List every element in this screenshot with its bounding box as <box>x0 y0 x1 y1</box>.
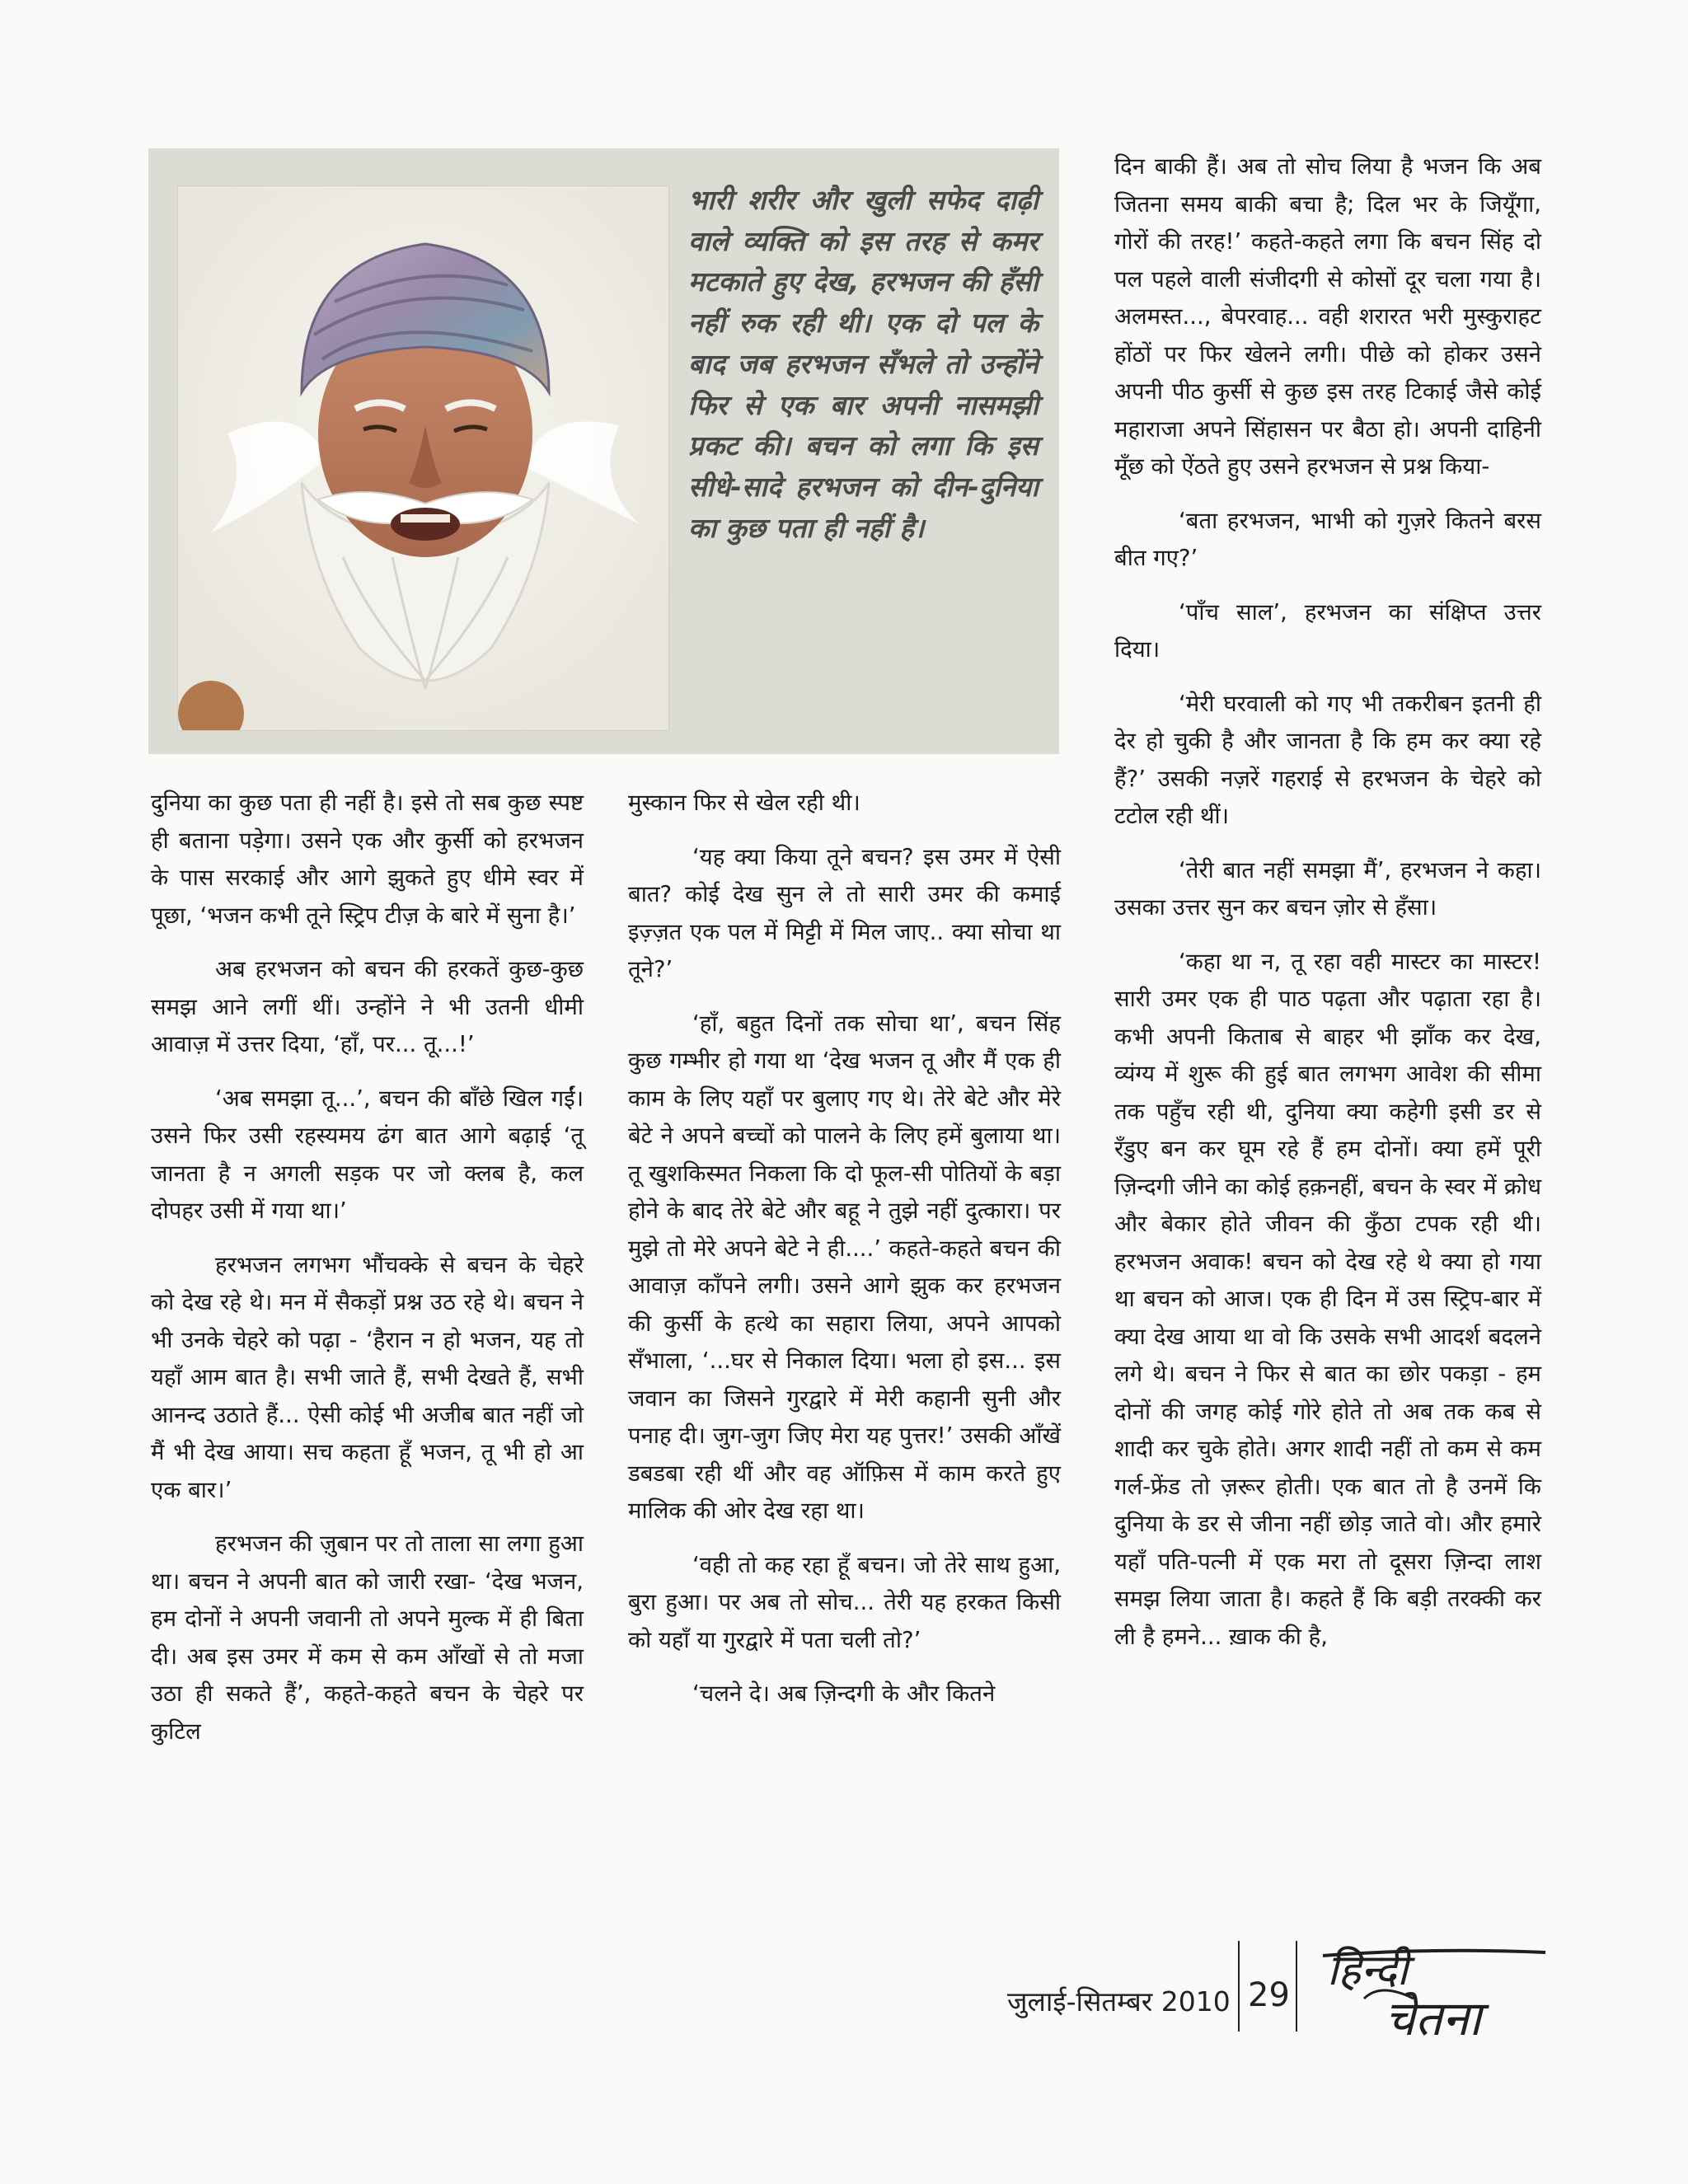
paragraph: ‘वही तो कह रहा हूँ बचन। जो तेरे साथ हुआ, बुरा हुआ। पर अब तो सोच... तेरी यह हरकत किसी को यहाँ या गुरद्वारे में पता चली तो?’ <box>628 1551 1061 1653</box>
paragraph: ‘अब समझा तू...’, बचन की बाँछे खिल गईं। उसने फिर उसी रहस्यमय ढंग बात आगे बढ़ाई ‘तू जानता है न अगली सड़क पर जो क्लब है, कल दोपहर उसी में गया था।’ <box>151 1085 584 1224</box>
text-column-2 <box>628 785 1061 1730</box>
paragraph: मुस्कान फिर से खेल रही थी। <box>628 790 860 816</box>
paragraph: दुनिया का कुछ पता ही नहीं है। इसे तो सब कुछ स्पष्ट ही बताना पड़ेगा। उसने एक और कुर्सी को हरभजन के पास सरकाई और आगे झुकते हुए धीमे स्वर में पूछा, ‘भजन कभी तूने स्ट्रिप टीज़ के बारे में सुना है।’ <box>151 790 584 929</box>
paragraph: ‘मेरी घरवाली को गए भी तकरीबन इतनी ही देर हो चुकी है और जानता है कि हम कर क्या रहे हैं?’ उसकी नज़रें गहराई से हरभजन के चेहरे को टटोल रही थीं। <box>1114 690 1541 829</box>
sikh-elder-portrait-image <box>178 186 668 730</box>
magazine-logo <box>1306 1933 1554 2056</box>
paragraph: दिन बाकी हैं। अब तो सोच लिया है भजन कि अब जितना समय बाकी बचा है; दिल भर के जियूँगा, गोरों की तरह!’ कहते-कहते लगा कि बचन सिंह दो पल पहले वाली संजीदगी से कोसों दूर चला गया है। अलमस्त..., बेपरवाह... वही शरारत भरी मुस्कुराहट होंठों पर फिर खेलने लगी। पीछे को होकर उसने अपनी पीठ कुर्सी से कुछ इस तरह टिकाई जैसे कोई महाराजा अपने सिंहासन पर बैठा हो। अपनी दाहिनी मूँछ को ऐंठते हुए उसने हरभजन से प्रश्न किया- <box>1114 153 1541 480</box>
logo-chetna: चेतना <box>1385 1990 1482 2046</box>
text-column-3 <box>1114 148 1541 1672</box>
paragraph: ‘यह क्या किया तूने बचन? इस उमर में ऐसी बात? कोई देख सुन ले तो सारी उमर की कमाई इज़्ज़त एक पल में मिट्टी में मिल जाए.. क्या सोचा था तूने?’ <box>628 843 1061 982</box>
issue-date: जुलाई-सितम्बर 2010 <box>1007 1985 1231 2018</box>
page-number: 29 <box>1248 1976 1290 2014</box>
text-column-1 <box>151 785 584 1767</box>
paragraph: ‘पाँच साल’, हरभजन का संक्षिप्त उत्तर दिया। <box>1114 598 1541 663</box>
pull-quote-box <box>148 148 1059 754</box>
logo-hindi: हिन्दी <box>1327 1946 1409 1995</box>
paragraph: ‘कहा था न, तू रहा वही मास्टर का मास्टर! सारी उमर एक ही पाठ पढ़ता और पढ़ाता रहा है। कभी अपनी किताब से बाहर भी झाँक कर देख, व्यंग्य में शुरू की हुई बात लगभग आवेश की सीमा तक पहुँच रही थी, दुनिया क्या कहेगी इसी डर से रँडुए बन कर घूम रहे हैं हम दोनों। क्या हमें पूरी ज़िन्दगी जीने का कोई हक़नहीं, बचन के स्वर में क्रोध और बेकार होते जीवन की कुँठा टपक रही थी। हरभजन अवाक! बचन को देख रहे थे क्या हो गया था बचन को आज। एक ही दिन में उस स्ट्रिप-बार में क्या देख आया था वो कि उसके सभी आदर्श बदलने लगे थे। बचन ने फिर से बात का छोर पकड़ा - हम दोनों की जगह कोई गोरे होते तो अब तक कब से शादी कर चुके होते। अगर शादी नहीं तो कम से कम गर्ल-फ्रेंड तो ज़रूर होती। एक बात तो है उनमें कि दुनिया के डर से जीना नहीं छोड़ जाते वो। और हमारे यहाँ पति-पत्नी में एक मरा तो दूसरा ज़िन्दा लाश समझ लिया जाता है। कहते हैं कि बड़ी तरक्की कर ली है हमने... ख़ाक की है, <box>1114 948 1541 1650</box>
footer-divider <box>1238 1941 1240 2032</box>
pull-quote-paragraph: भारी शरीर और खुली सफेद दाढ़ी वाले व्यक्ति को इस तरह से कमर मटकाते हुए देख, हरभजन की हँसी नहीं रुक रही थी। एक दो पल के बाद जब हरभजन सँभले तो उन्होंने फिर से एक बार अपनी नासमझी प्रकट की। बचन को लगा कि इस सीधे-सादे हरभजन को दीन-दुनिया का कुछ पता ही नहीं है। <box>688 184 1039 544</box>
paragraph: ‘चलने दे। अब ज़िन्दगी के और कितने <box>692 1680 996 1707</box>
paragraph: ‘हाँ, बहुत दिनों तक सोचा था’, बचन सिंह कुछ गम्भीर हो गया था ‘देख भजन तू और मैं एक ही काम के लिए यहाँ पर बुलाए गए थे। तेरे बेटे और मेरे बेटे ने अपने बच्चों को पालने के लिए हमें बुलाया था। तू खुशकिस्मत निकला कि दो फूल-सी पोतियों के बड़ा होने के बाद तेरे बेटे और बहू ने तुझे नहीं दुत्कारा। पर मुझे तो मेरे अपने बेटे ने ही....’ कहते-कहते बचन की आवाज़ काँपने लगी। उसने आगे झुक कर हरभजन की कुर्सी के हत्थे का सहारा लिया, अपने आपको सँभाला, ‘...घर से निकाल दिया। भला हो इस... इस जवान का जिसने गुरद्वारे में मेरी कहानी सुनी और पनाह दी। जुग-जुग जिए मेरा यह पुत्तर!’ उसकी आँखें डबडबा रही थीं और वह ऑफ़िस में काम करते हुए मालिक की ओर देख रहा था। <box>628 1010 1061 1524</box>
pull-quote-text <box>688 180 1039 548</box>
paragraph: हरभजन की ज़ुबान पर तो ताला सा लगा हुआ था। बचन ने अपनी बात को जारी रखा- ‘देख भजन, हम दोनों ने अपनी जवानी तो अपने मुल्क में ही बिता दी। अब इस उमर में कम से कम आँखों से तो मजा उठा ही सकते हैं’, कहते-कहते बचन के चेहरे पर कुटिल <box>151 1530 584 1745</box>
paragraph: ‘बता हरभजन, भाभी को गुज़रे कितने बरस बीत गए?’ <box>1114 507 1541 571</box>
paragraph: अब हरभजन को बचन की हरकतें कुछ-कुछ समझ आने लगीं थीं। उन्होंने ने भी उतनी धीमी आवाज़ में उत्तर दिया, ‘हाँ, पर... तू...!’ <box>151 956 584 1057</box>
paragraph: ‘तेरी बात नहीं समझा मैं’, हरभजन ने कहा। उसका उत्तर सुन कर बचन ज़ोर से हँसा। <box>1114 856 1541 921</box>
paragraph: हरभजन लगभग भौंचक्के से बचन के चेहरे को देख रहे थे। मन में सैकड़ों प्रश्न उठ रहे थे। बचन ने भी उनके चेहरे को पढ़ा - ‘हैरान न हो भजन, यह तो यहाँ आम बात है। सभी जाते हैं, सभी देखते हैं, सभी आनन्द उठाते हैं... ऐसी कोई भी अजीब बात नहीं जो मैं भी देख आया। सच कहता हूँ भजन, तू भी हो आ एक बार।’ <box>151 1251 584 1503</box>
portrait-illustration <box>177 185 669 731</box>
footer-divider <box>1296 1941 1297 2032</box>
